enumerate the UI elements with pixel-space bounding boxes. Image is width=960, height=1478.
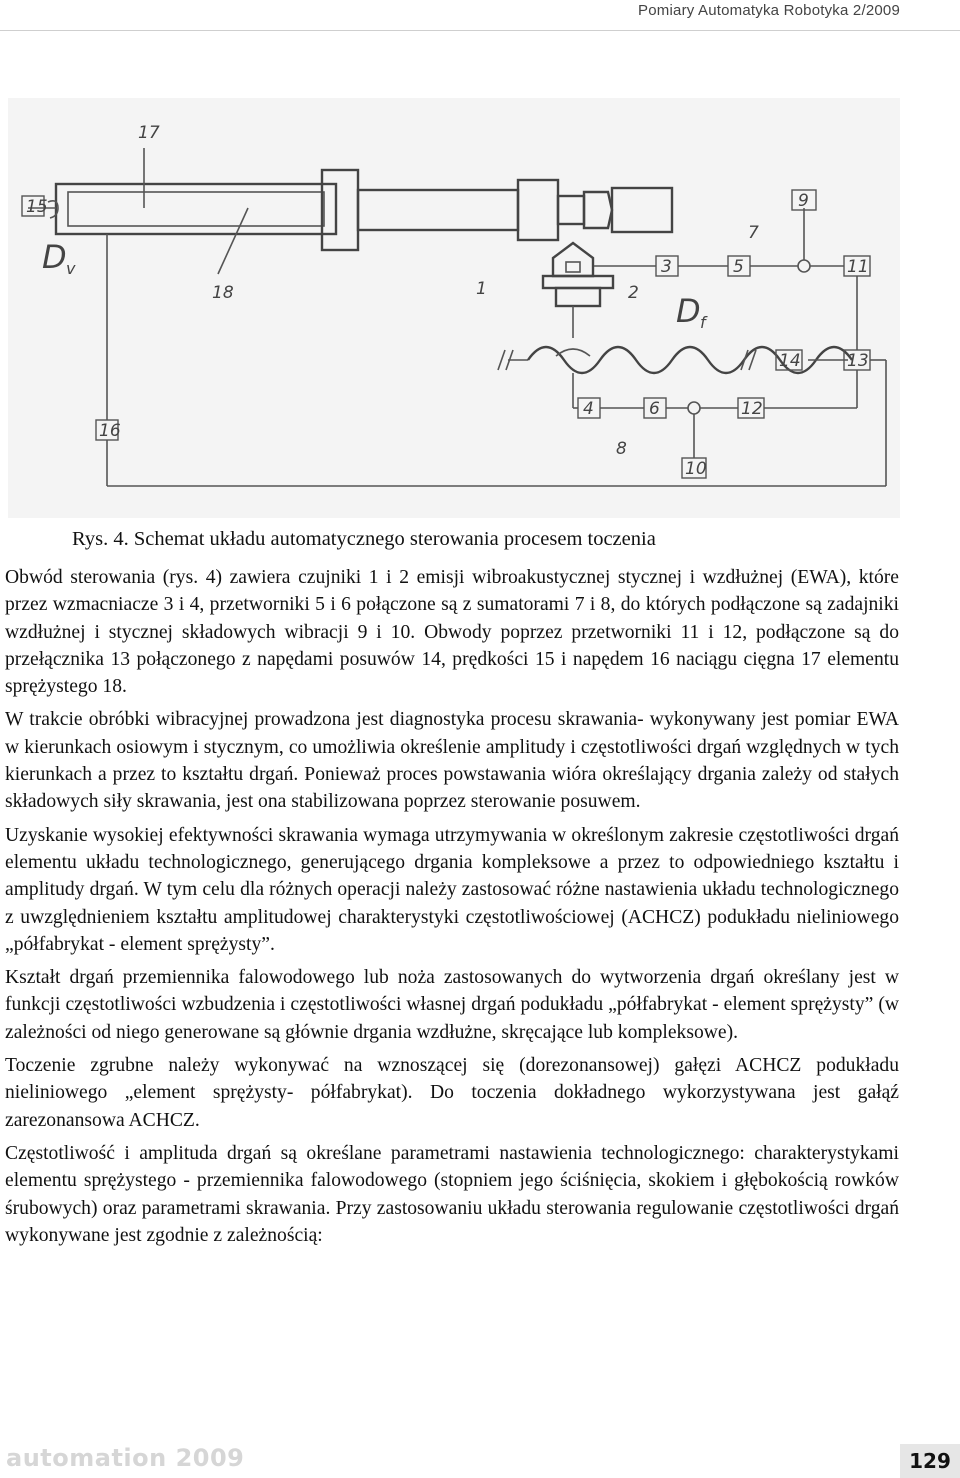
paragraph: Uzyskanie wysokiej efektywności skrawania wymaga utrzymywania w określonym zakresie częstotliwości drgań elementu układu technologicznego, generującego drgania kompleksowe a przez to odpowiedniego kształtu i amplitudy drgań. W tym celu dla różnych operacji należy zastosować różne nastawienia układu technologicznego z uwzględnieniem kształtu amplitudowej charakterystyki częstotliwościowej (ACHCZ) podukładu nieliniowego „półfabrykat - element sprężysty”. [5, 824, 899, 955]
paragraph: W trakcie obróbki wibracyjnej prowadzona jest diagnostyka procesu skrawania- wykonywany jest pomiar EWA w kierunkach osiowym i stycznym, co umożliwia określenie amplitudy i częstotliwości drgań względnych w tych kierunkach a przez to kształtu drgań. Ponieważ proces powstawania wióra określający drgania zależy od stałych składowych siły skrawania, jest ona stabilizowana poprzez sterowanie posuwem. [5, 709, 899, 813]
footer-brand: automation 2009 [6, 1444, 245, 1472]
svg-text:6: 6 [649, 399, 660, 419]
paragraph: Obwód sterowania (rys. 4) zawiera czujniki 1 i 2 emisji wibroakustycznej stycznej i wzdłużnej (EWA), które przez wzmacniacze 3 i 4, przetworniki 5 i 6 połączone są z sumatorami 7 i 8, do których podłączone są zadajniki wzdłużnej i stycznej składowych wibracji 9 i 10. Obwody poprzez przetworniki 11 i 12, podłączone są do przełącznika 13 połączonego z napędami posuwów 14, prędkości 15 i napędem 16 naciągu cięgna 17 elementu sprężystego 18. [5, 567, 899, 698]
svg-text:f: f [700, 313, 706, 332]
left-control-loop [22, 148, 886, 486]
svg-text:9: 9 [798, 191, 809, 211]
svg-text:1: 1 [476, 279, 487, 299]
figure-caption: Rys. 4. Schemat układu automatycznego sterowania procesem toczenia [72, 528, 656, 550]
lower-signal-path [573, 370, 857, 478]
header-divider [0, 30, 960, 31]
tool-holder [543, 243, 614, 338]
svg-text:17: 17 [138, 123, 160, 143]
svg-text:16: 16 [99, 421, 121, 441]
paragraph: Toczenie zgrubne należy wykonywać na wznoszącej się (dorezonansowej) gałęzi ACHCZ podukładu nieliniowego „element sprężysty- półfabrykat). Do toczenia dokładnego wykorzystywana jest gałąź zarezonansowa ACHCZ. [5, 1055, 899, 1131]
machine-body [28, 170, 672, 250]
figure-schematic [8, 98, 900, 518]
svg-text:11: 11 [847, 257, 869, 277]
article-body [5, 564, 899, 1255]
svg-text:18: 18 [212, 283, 234, 303]
svg-text:2: 2 [628, 283, 639, 303]
paragraph: Częstotliwość i amplituda drgań są określane parametrami nastawienia technologicznego: charakterystykami elementu sprężystego - przemiennika falowodowego (stopniem jego ściśnięcia, skokiem i głębokością rowków śrubowych) oraz parametrami skrawania. Przy zastosowaniu układu sterowania regulowanie częstotliwości drgań wykonywane jest zgodnie z zależnością: [5, 1142, 899, 1246]
svg-text:8: 8 [616, 439, 627, 459]
svg-text:10: 10 [685, 459, 707, 479]
svg-text:13: 13 [847, 351, 869, 371]
journal-header: Pomiary Automatyka Robotyka 2/2009 [638, 2, 900, 19]
spring-element [528, 347, 852, 373]
svg-text:v: v [66, 259, 76, 278]
paragraph: Kształt drgań przemiennika falowodowego lub noża zastosowanych do wytworzenia drgań określany jest w funkcji częstotliwości wzbudzenia i częstotliwości własnej drgań podukładu „półfabrykat - element sprężysty” (w zależności od niego generowane są głównie drgania wzdłużne, skręcające lub kompleksowe). [5, 967, 899, 1043]
svg-text:D: D [42, 238, 67, 276]
svg-text:7: 7 [748, 223, 759, 243]
schematic-diagram [8, 98, 900, 518]
svg-text:15: 15 [26, 197, 48, 217]
svg-text:D: D [676, 292, 701, 330]
svg-text:5: 5 [733, 257, 744, 277]
svg-text:14: 14 [779, 351, 801, 371]
svg-text:3: 3 [661, 257, 672, 277]
page-number: 129 [900, 1444, 960, 1478]
svg-text:4: 4 [583, 399, 594, 419]
figure-labels [26, 123, 869, 479]
svg-text:12: 12 [741, 399, 763, 419]
